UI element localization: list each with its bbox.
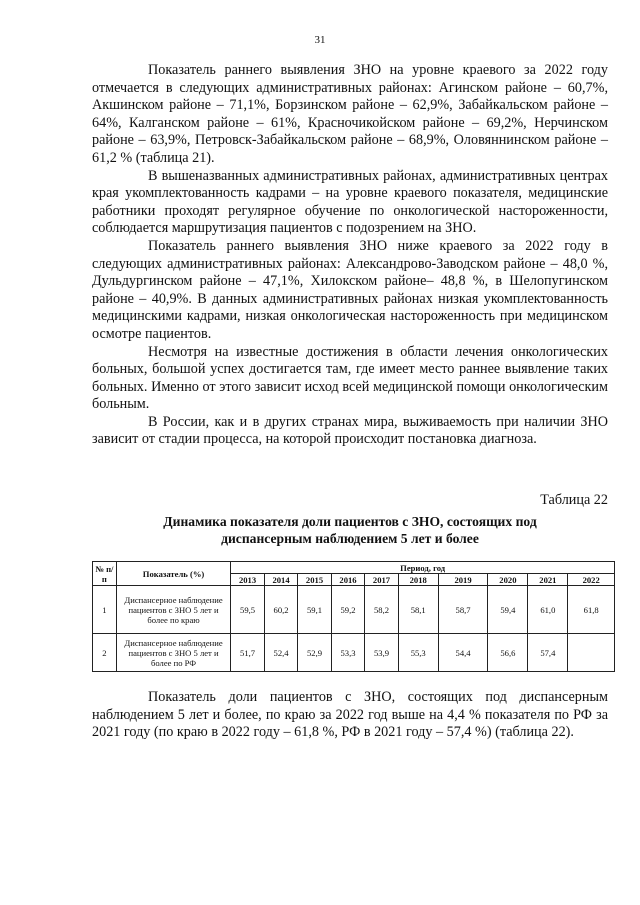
paragraph-4: Несмотря на известные достижения в области лечения онкологических больных, большой успех достигается там, где имеет место раннее выявление таких больных. Именно от этого зависит исход всей медицинской помощи онкологическим больным. (92, 343, 608, 413)
header-year: 2017 (365, 574, 398, 586)
row-num: 1 (93, 586, 117, 634)
cell-value: 58,7 (438, 586, 488, 634)
header-year: 2019 (438, 574, 488, 586)
paragraph-2: В вышеназванных административных районах, административных центрах края укомплектованность кадрами – на уровне краевого показателя, медицинские работники проходят регулярное обучение по онкологической настороженности, соблюдается маршрутизация пациентов с подозрением на ЗНО. (92, 167, 608, 237)
row-indicator: Диспансерное наблюдение пациентов с ЗНО 5 лет и более по РФ (116, 634, 231, 672)
header-year: 2015 (298, 574, 331, 586)
paragraph-1: Показатель раннего выявления ЗНО на уровне краевого за 2022 году отмечается в следующих административных районах: Агинском районе – 60,7%, Акшинском районе – 71,1%, Борзинском районе – 62,9%, Забайкальском районе – 64%, Калганском районе – 61%, Красночикойском районе – 69,2%, Нерчинском районе – 63,9%, Петровск-Забайкальском районе – 68,9%, Оловяннинском районе – 61,2 % (таблица 21). (92, 62, 608, 166)
header-year: 2013 (231, 574, 264, 586)
cell-value: 51,7 (231, 634, 264, 672)
cell-value: 58,2 (365, 586, 398, 634)
data-table (92, 561, 615, 672)
table-row (93, 634, 615, 672)
cell-value: 52,4 (264, 634, 297, 672)
conclusion-text (92, 689, 608, 742)
table-title-line-1: Динамика показателя доли пациентов с ЗНО, состоящих под (163, 514, 537, 529)
cell-value: 59,4 (488, 586, 528, 634)
cell-value: 55,3 (398, 634, 438, 672)
cell-value (568, 634, 615, 672)
table-row (93, 586, 615, 634)
cell-value: 61,8 (568, 586, 615, 634)
cell-value: 57,4 (528, 634, 568, 672)
conclusion-paragraph: Показатель доли пациентов с ЗНО, состоящих под диспансерным наблюдением 5 лет и более, по краю за 2022 год выше на 4,4 % показателя по РФ за 2021 году (по краю в 2022 году – 61,8 %, РФ в 2021 году – 57,4 %) (таблица 22). (92, 689, 608, 741)
cell-value: 52,9 (298, 634, 331, 672)
cell-value: 53,3 (331, 634, 364, 672)
cell-value: 59,5 (231, 586, 264, 634)
header-num: № п/п (93, 562, 117, 586)
table-title-line-2: диспансерным наблюдением 5 лет и более (221, 531, 479, 546)
body-text (92, 62, 608, 449)
row-indicator: Диспансерное наблюдение пациентов с ЗНО 5 лет и более по краю (116, 586, 231, 634)
header-indicator: Показатель (%) (116, 562, 231, 586)
cell-value: 54,4 (438, 634, 488, 672)
table-title (92, 513, 608, 547)
header-period: Период, год (231, 562, 615, 574)
paragraph-5: В России, как и в других странах мира, выживаемость при наличии ЗНО зависит от стадии процесса, на которой происходит постановка диагноза. (92, 413, 608, 448)
header-year: 2020 (488, 574, 528, 586)
cell-value: 53,9 (365, 634, 398, 672)
table-label: Таблица 22 (540, 492, 608, 508)
header-year: 2018 (398, 574, 438, 586)
header-year: 2022 (568, 574, 615, 586)
cell-value: 59,2 (331, 586, 364, 634)
header-year: 2014 (264, 574, 297, 586)
header-year: 2016 (331, 574, 364, 586)
cell-value: 56,6 (488, 634, 528, 672)
cell-value: 58,1 (398, 586, 438, 634)
paragraph-3: Показатель раннего выявления ЗНО ниже краевого за 2022 году в следующих административных районах: Александрово-Заводском районе – 48,0 %, Дульдургинском районе – 47,1%, Хилокском районе– 48,8 %, в Шелопугинском районе – 40,9%. В данных административных районах низкая укомплектованность медицинскими кадрами, низкая онкологическая настороженность при медицинском осмотре пациентов. (92, 237, 608, 342)
cell-value: 61,0 (528, 586, 568, 634)
cell-value: 59,1 (298, 586, 331, 634)
cell-value: 60,2 (264, 586, 297, 634)
header-year: 2021 (528, 574, 568, 586)
page-number: 31 (314, 34, 326, 46)
row-num: 2 (93, 634, 117, 672)
